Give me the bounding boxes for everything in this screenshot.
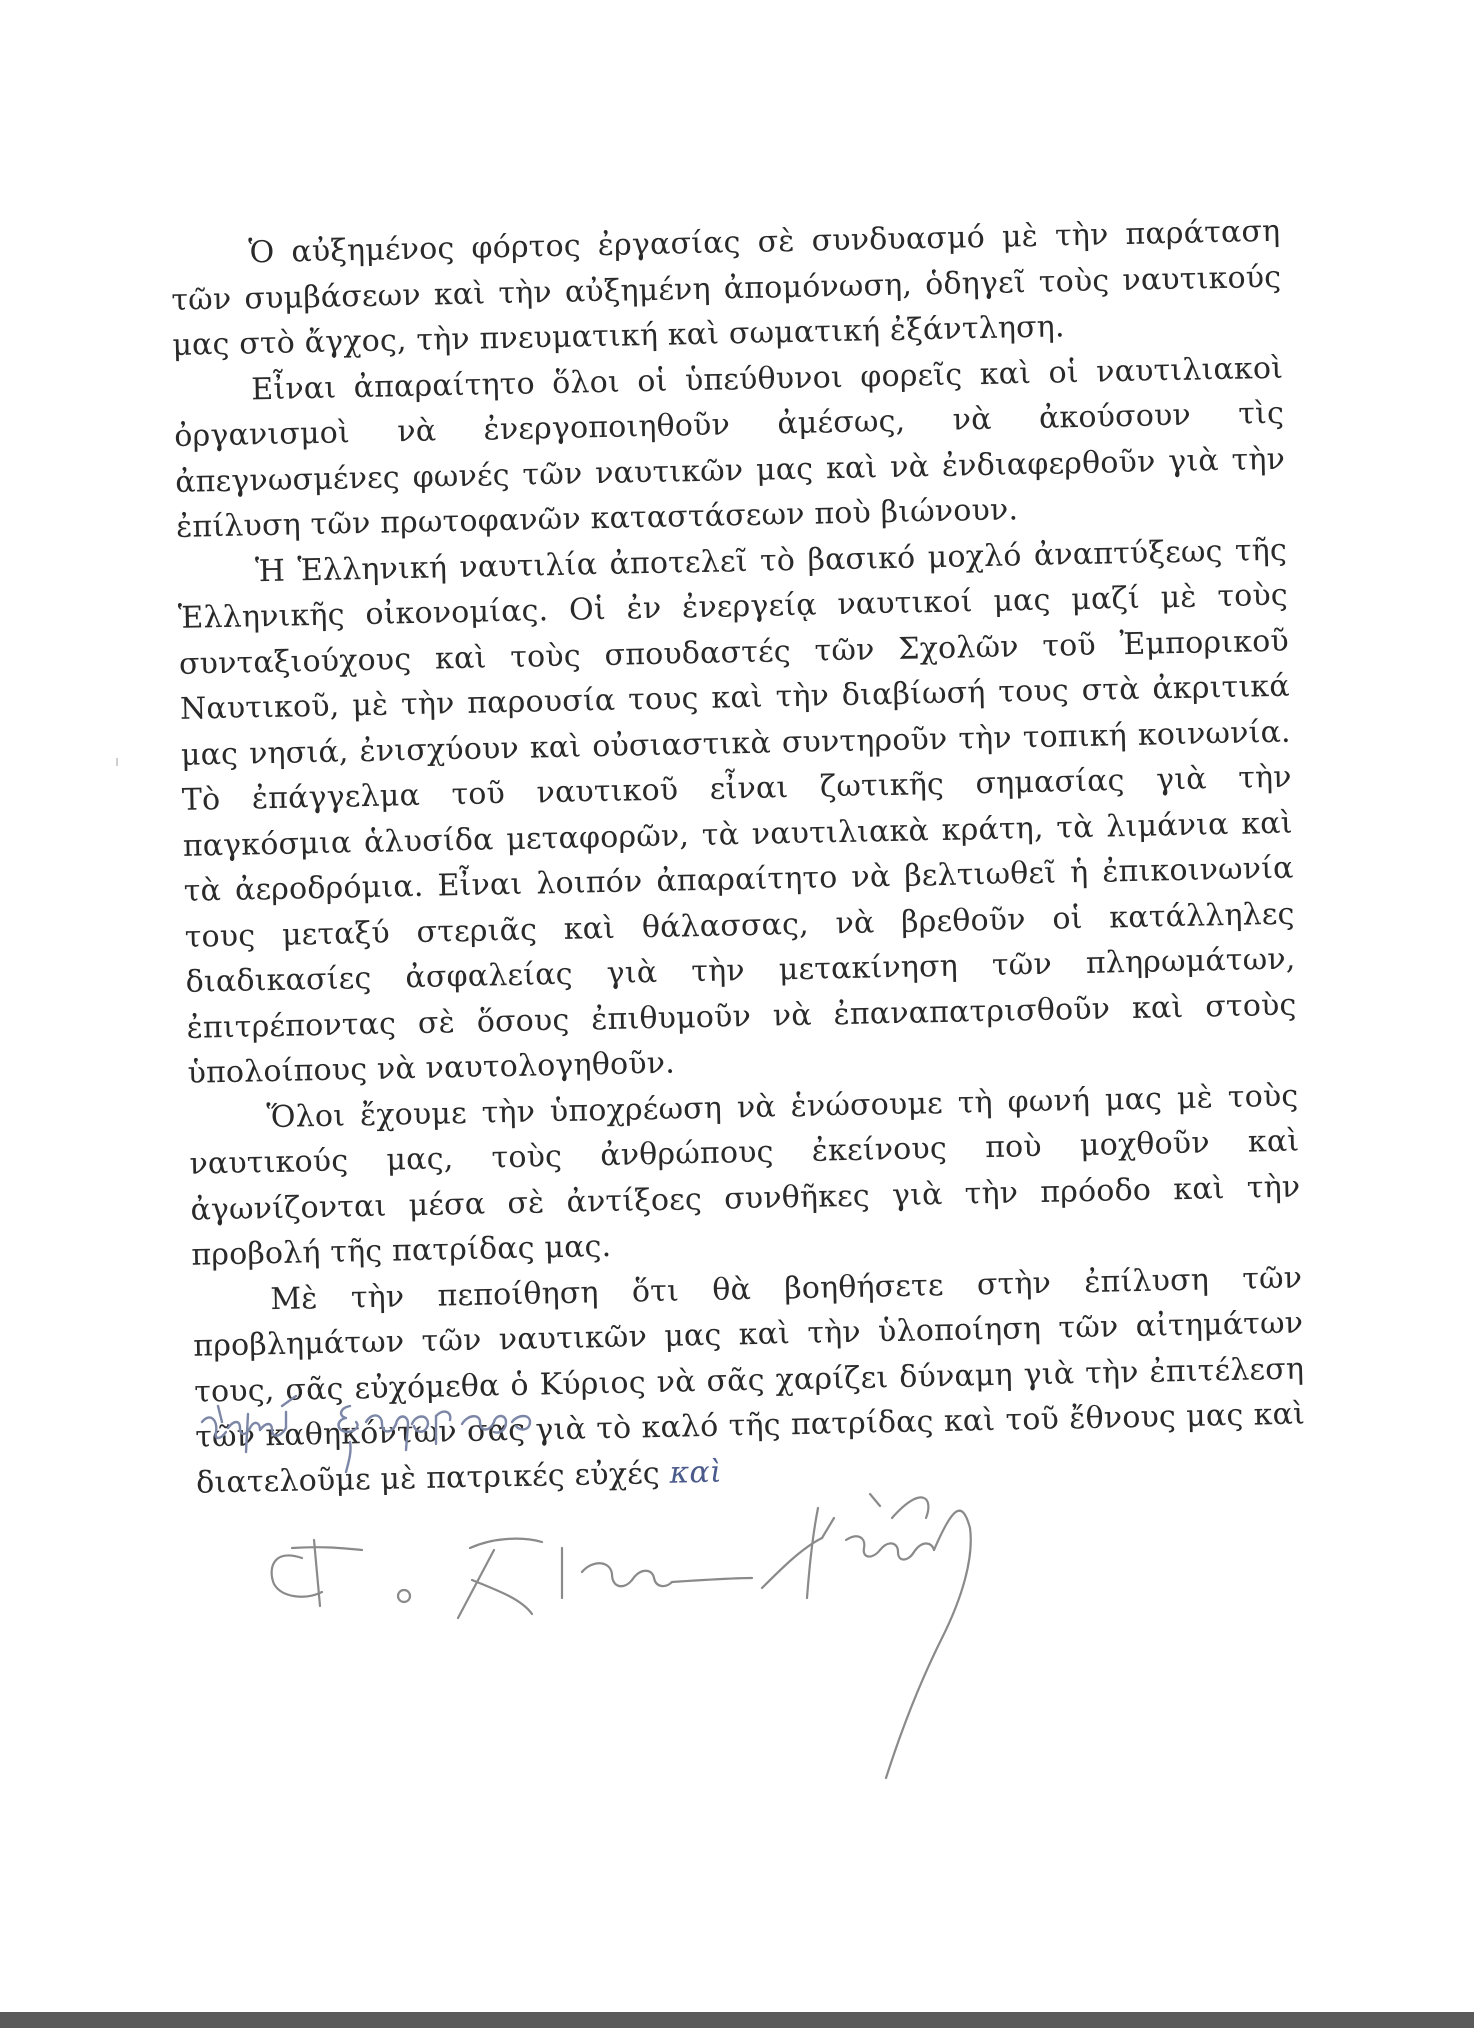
letter-body: [170, 209, 1306, 1506]
letter-paragraph-1: Ὁ αὐξημένος φόρτος ἐργασίας σὲ συνδυασμό μὲ τὴν παράταση τῶν συμβάσεων καὶ τὴν αὐξημένη ἀπομόνωση, ὁδηγεῖ τοὺς ναυτικούς μας στὸ ἄγχος, τὴν πνευματική καὶ σωματική ἐξάντληση.: [171, 213, 1282, 363]
margin-mark: [116, 758, 118, 766]
signature: [262, 1488, 1082, 1788]
signature-text: [0, 0, 1, 1]
bottom-edge: [0, 2012, 1474, 2028]
letter-paragraph-2: Εἶναι ἀπαραίτητο ὅλοι οἱ ὑπεύθυνοι φορεῖς καὶ οἱ ναυτιλιακοὶ ὀργανισμοὶ νὰ ἐνεργοποιηθοῦν ἀμέσως, νὰ ἀκούσουν τὶς ἀπεγνωσμένες φωνές τῶν ναυτικῶν μας καὶ νὰ ἐνδιαφερθοῦν γιὰ τὴν ἐπίλυση τῶν πρωτοφανῶν καταστάσεων ποὺ βιώνουν.: [173, 350, 1286, 545]
letter-paragraph-3: Ἡ Ἑλληνική ναυτιλία ἀποτελεῖ τὸ βασικό μοχλό ἀναπτύξεως τῆς Ἑλληνικῆς οἰκονομίας. Οἱ ἐν ἐνεργείᾳ ναυτικοί μας μαζί μὲ τοὺς συνταξιούχους καὶ τοὺς σπουδαστές τῶν Σχολῶν τοῦ Ἐμπορικοῦ Ναυτικοῦ, μὲ τὴν παρουσία τους καὶ τὴν διαβίωσή τους στὰ ἀκριτικά μας νησιά, ἐνισχύουν καὶ οὐσιαστικὰ συντηροῦν τὴν τοπική κοινωνία. Τὸ ἐπάγγελμα τοῦ ναυτικοῦ εἶναι ζωτικῆς σημασίας γιὰ τὴν παγκόσμια ἁλυσίδα μεταφορῶν, τὰ ναυτιλιακὰ κράτη, τὰ λιμάνια καὶ τὰ ἀεροδρόμια. Εἶναι λοιπόν ἀπαραίτητο νὰ βελτιωθεῖ ἡ ἐπικοινωνία τους μεταξύ στεριᾶς καὶ θάλασσας, νὰ βρεθοῦν οἱ κατάλληλες διαδικασίες ἀσφαλείας γιὰ τὴν μετακίνηση τῶν πληρωμάτων, ἐπιτρέποντας σὲ ὅσους ἐπιθυμοῦν νὰ ἐπαναπατρισθοῦν καὶ στοὺς ὑπολοίπους νὰ ναυτολογηθοῦν.: [177, 532, 1297, 1091]
letter-paragraph-4: Ὅλοι ἔχουμε τὴν ὑποχρέωση νὰ ἑνώσουμε τὴ φωνή μας μὲ τοὺς ναυτικούς μας, τοὺς ἀνθρώπους ἐκείνους ποὺ μοχθοῦν καὶ ἀγωνίζονται μέσα σὲ ἀντίξοες συνθῆκες γιὰ τὴν πρόοδο καὶ τὴν προβολή τῆς πατρίδας μας.: [189, 1078, 1301, 1273]
handwritten-addition: καὶ: [669, 1454, 723, 1491]
closing-text: [0, 0, 1, 1]
handwritten-closing: [200, 1392, 620, 1502]
letter-paragraph-5-text: Μὲ τὴν πεποίθηση ὅτι θὰ βοηθήσετε στὴν ἐπίλυση τῶν προβλημάτων τῶν ναυτικῶν μας καὶ τὴν ὑλοποίηση τῶν αἰτημάτων τους, σᾶς εὐχόμεθα ὁ Κύριος νὰ σᾶς χαρίζει δύναμη γιὰ τὴν ἐπιτέλεση τῶν καθηκόντων σας γιὰ τὸ καλό τῆς πατρίδας καὶ τοῦ ἔθνους μας καὶ διατελοῦμε μὲ πατρικές εὐχές: [192, 1260, 1306, 1501]
signature-drawing: [262, 1488, 1082, 1788]
handwritten-closing-drawing: [200, 1392, 620, 1502]
